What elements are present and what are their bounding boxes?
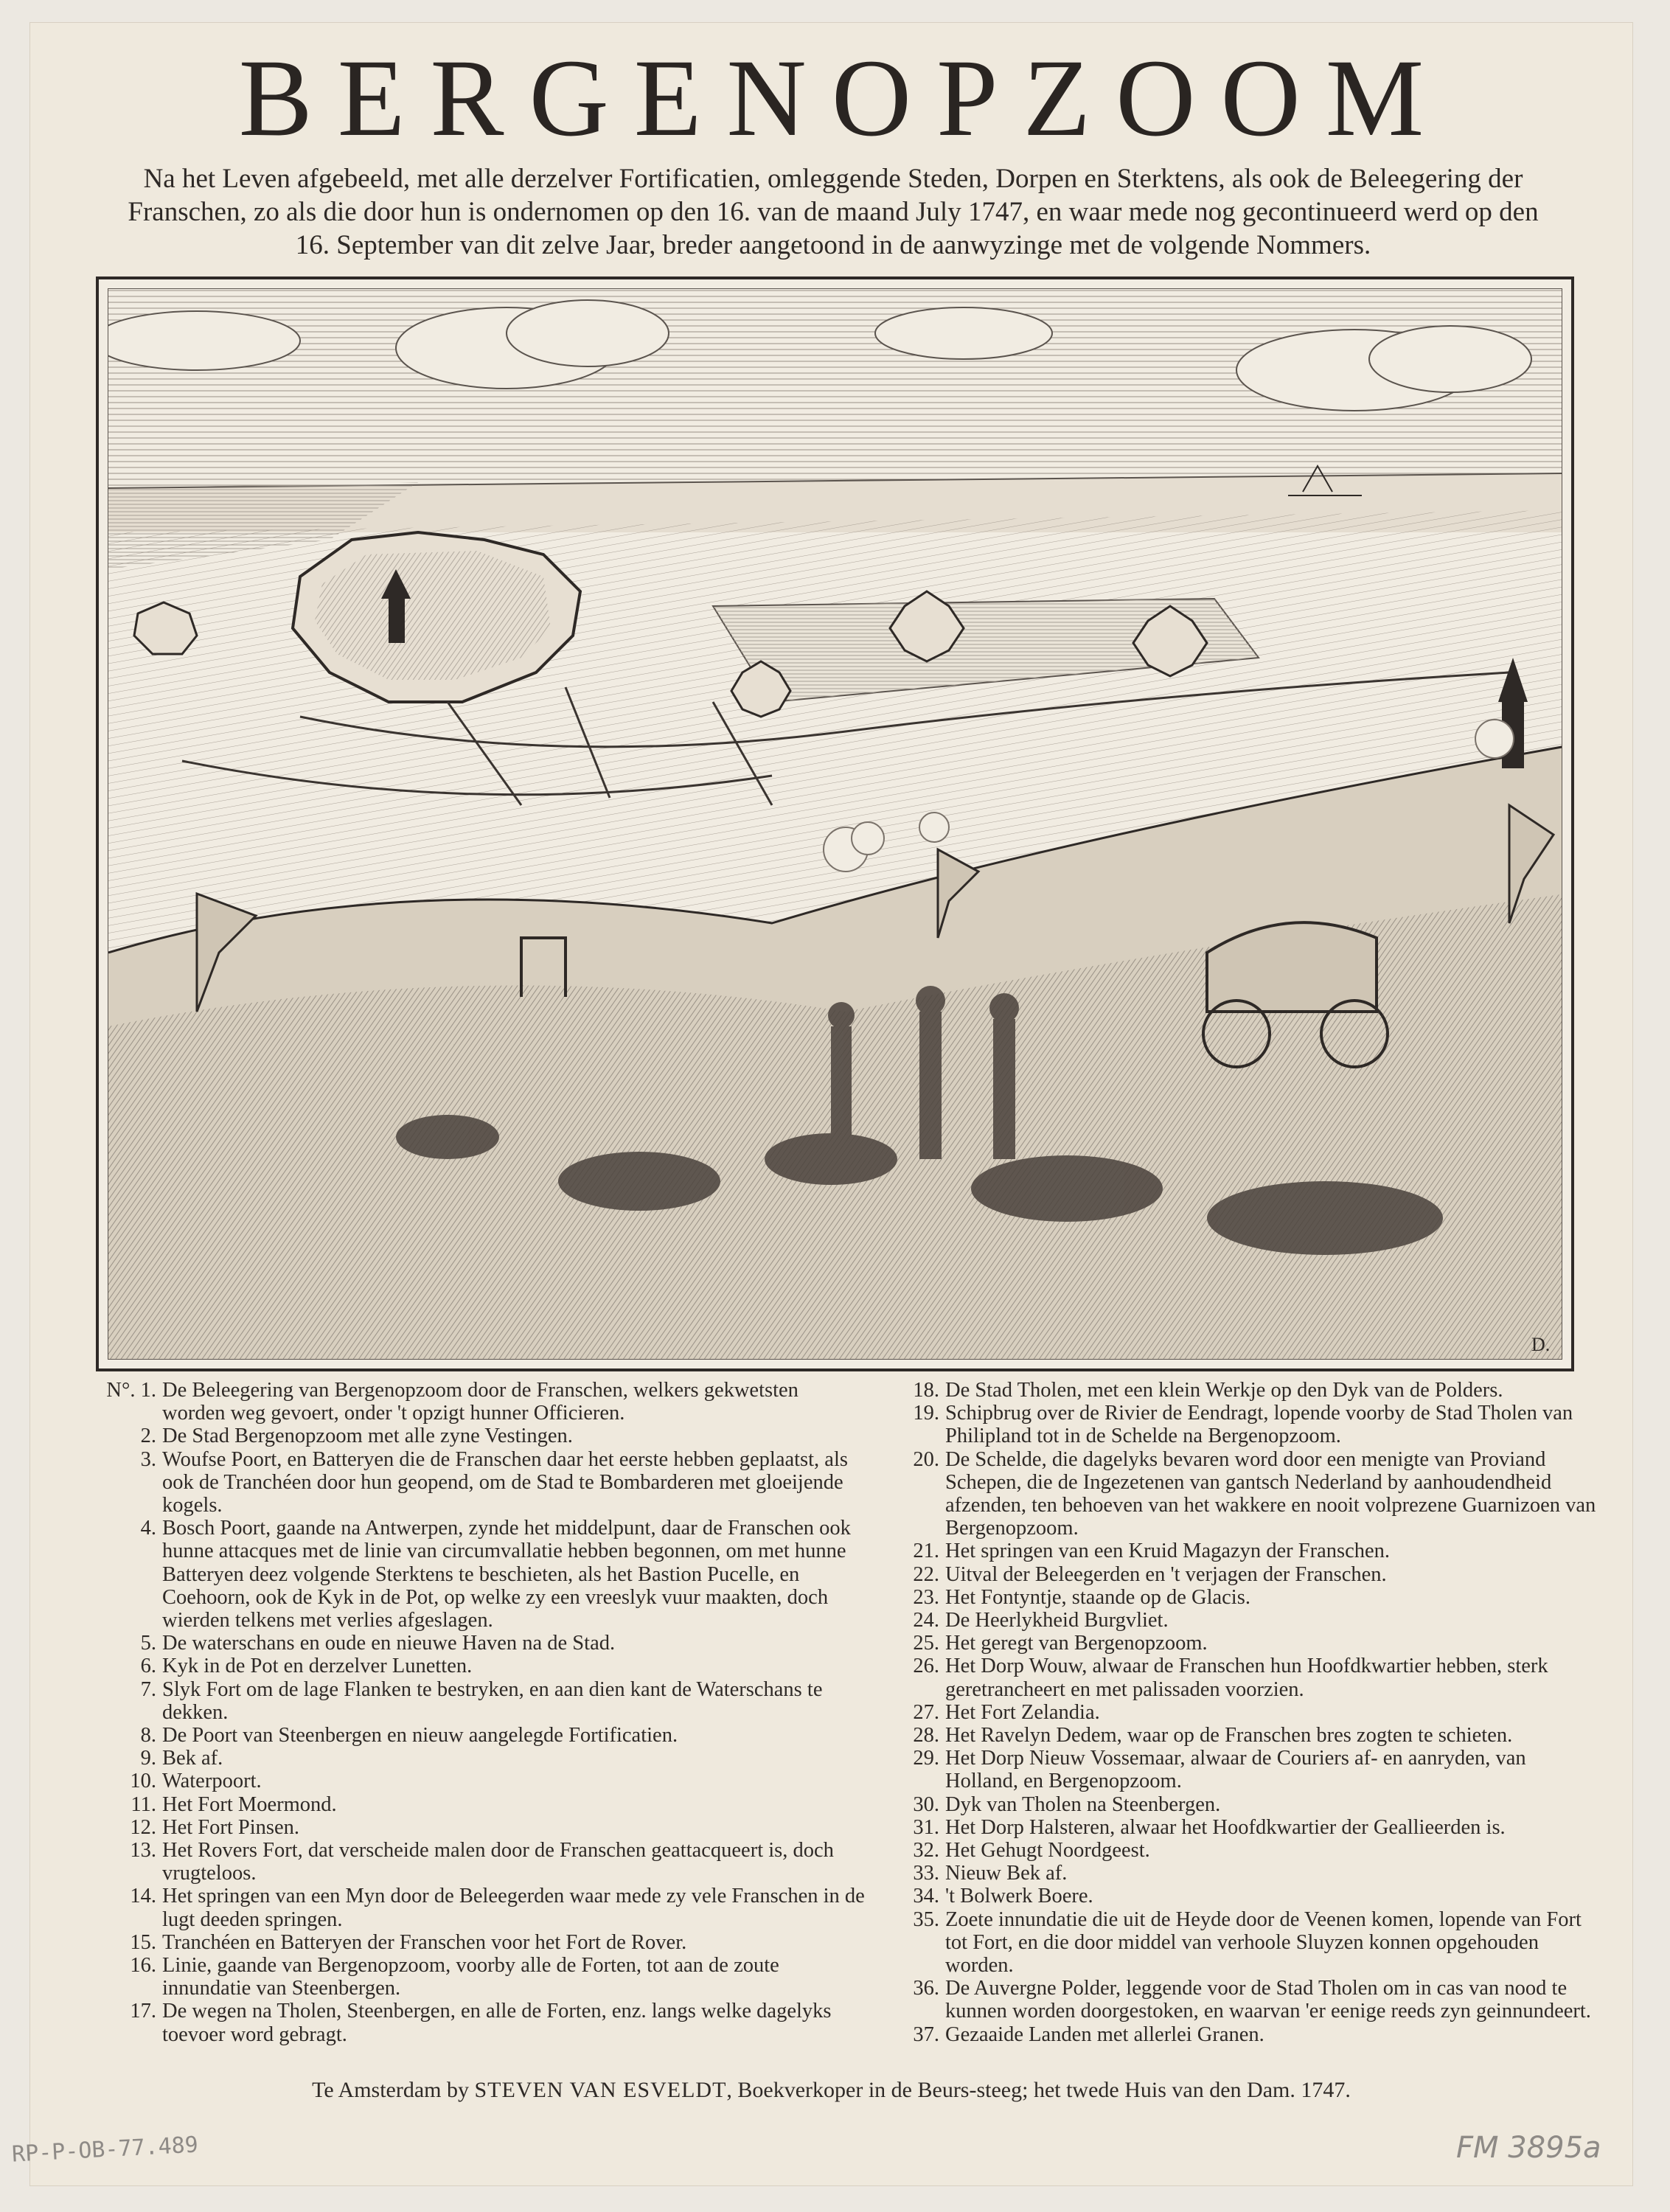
legend-item-number: 33. — [913, 1862, 939, 1885]
legend-item-number: N°. 1. — [106, 1379, 156, 1402]
legend-item-text: Kyk in de Pot en derzelver Lunetten. — [162, 1655, 473, 1678]
legend-item-text: Zoete innundatie die uit de Heyde door de Veenen komen, lopende van Fort tot Fort, en die door middel van verhoole Sluyzen konnen opgehouden worden. — [945, 1907, 1582, 1978]
legend-item — [877, 1563, 1600, 1586]
legend-item — [94, 1724, 865, 1747]
legend-item — [877, 1724, 1600, 1747]
legend-item-number: 20. — [913, 1447, 939, 1471]
legend-item-text: Schipbrug over de Rivier de Eendragt, lopende voorby de Stad Tholen van Philipland tot in de Schelde na Bergenopzoom. — [945, 1402, 1573, 1448]
legend-item-number: 10. — [130, 1770, 156, 1793]
svg-text:D.: D. — [1531, 1334, 1551, 1355]
legend-item-text: Uitval der Beleegerden en 't verjagen der Franschen. — [945, 1562, 1387, 1586]
legend-item-text: Nieuw Bek af. — [945, 1862, 1068, 1885]
legend-item-text: Het Gehugt Noordgeest. — [945, 1839, 1150, 1863]
legend-item — [94, 1425, 865, 1447]
legend-item-text: Het Ravelyn Dedem, waar op de Franschen bres zogten te schieten. — [945, 1724, 1513, 1747]
legend-item-number: 21. — [913, 1540, 939, 1563]
legend-item — [877, 1609, 1600, 1632]
legend-item — [94, 1517, 865, 1632]
legend-column-right — [877, 1379, 1600, 2046]
legend-item-number: 29. — [913, 1747, 939, 1770]
legend-item — [877, 1862, 1600, 1885]
inventory-number-right: FM 3895a — [1456, 2131, 1601, 2165]
page-title: BERGENOPZOOM — [238, 37, 1450, 159]
legend-item-number: 31. — [913, 1815, 939, 1839]
imprint-suffix: , Boekverkoper in de Beurs-steeg; het twede Huis van den Dam. 1747. — [726, 2078, 1351, 2102]
legend-item — [877, 1701, 1600, 1724]
legend-item-text: Het geregt van Bergenopzoom. — [945, 1632, 1208, 1655]
legend-item-text: Bek af. — [162, 1747, 223, 1770]
legend-item-text: Het Fontyntje, staande op de Glacis. — [945, 1585, 1250, 1609]
legend-item-text: 't Bolwerk Boere. — [945, 1885, 1093, 1908]
legend-item — [877, 1839, 1600, 1862]
legend-item-text: De Schelde, die dagelyks bevaren word door een menigte van Proviand Schepen, die de Ingezetenen van gantsch Nederland by aanhoudendheid afzenden, ten behoeven van het wakkere en nooit volprezene Guarnizoen van Bergenopzoom. — [945, 1447, 1596, 1540]
legend-item-number: 28. — [913, 1724, 939, 1747]
legend-item — [877, 1977, 1600, 2023]
legend-item — [94, 1448, 865, 1517]
page-subtitle: Na het Leven afgebeeld, met alle derzelver Fortificatien, omleggende Steden, Dorpen en Sterktens, als ook de Beleegering der Franschen, zo als die door hun is ondernomen op den 16. van de maand July 1747, en waar mede nog gecontinueerd werd op den 16. September van dit zelve Jaar, breder aangetoond in de aanwyzinge met de volgende Nommers. — [128, 164, 1539, 260]
legend-item-text: Linie, gaande van Bergenopzoom, voorby alle de Forten, tot aan de zoute innundatie van Steenbergen. — [162, 1954, 779, 2000]
legend-item-text: Gezaaide Landen met allerlei Granen. — [945, 2023, 1264, 2046]
legend-item — [94, 1655, 865, 1677]
imprint-prefix: Te Amsterdam by — [312, 2078, 475, 2102]
legend-item — [94, 1632, 865, 1655]
legend-item-number: 14. — [130, 1885, 156, 1908]
legend-item-number: 4. — [140, 1517, 156, 1540]
legend-item — [877, 1632, 1600, 1655]
inventory-number-left: RP-P-OB-77.489 — [11, 2132, 199, 2168]
legend-item-text: Het springen van een Myn door de Beleegerden waar mede zy vele Franschen in de lugt deeden springen. — [162, 1885, 865, 1931]
legend-item-number: 11. — [131, 1792, 156, 1816]
legend-item-number: 18. — [913, 1379, 939, 1402]
legend-item-text: Het Dorp Wouw, alwaar de Franschen hun Hoofdkwartier hebben, sterk geretrancheert en met palissaden voorzien. — [945, 1655, 1548, 1701]
legend-item-number: 7. — [140, 1677, 156, 1701]
legend-item-number: 2. — [140, 1425, 156, 1448]
legend-item — [94, 1954, 865, 2000]
legend-item-text: Het Fort Pinsen. — [162, 1815, 300, 1839]
legend-item — [877, 1908, 1600, 1978]
legend-item-number: 24. — [913, 1609, 939, 1632]
legend-item — [877, 1793, 1600, 1816]
legend-item-number: 19. — [913, 1402, 939, 1425]
legend-item — [94, 1931, 865, 1954]
legend-item — [877, 1816, 1600, 1839]
legend-item-text: Woufse Poort, en Batteryen die de Franschen daar het eerste hebben geplaatst, als ook de Tranchéen door hun geopend, om de Stad te Bombarderen met gloeijende kogels. — [162, 1447, 848, 1517]
legend-item-text: De Auvergne Polder, leggende voor de Stad Tholen om in cas van nood te kunnen worden doorgestoken, en waarvan 'er eenige reeds zyn geinnundeert. — [945, 1977, 1591, 2023]
legend-item-text: Het Fort Moermond. — [162, 1792, 337, 1816]
legend-item-text: Slyk Fort om de lage Flanken te bestryken, en aan dien kant de Waterschans te dekken. — [162, 1677, 823, 1724]
legend-item-number: 32. — [913, 1839, 939, 1863]
legend-item-text: Dyk van Tholen na Steenbergen. — [945, 1792, 1221, 1816]
legend-item-text: De waterschans en oude en nieuwe Haven na de Stad. — [162, 1632, 616, 1655]
legend-item — [94, 1839, 865, 1885]
legend-item-number: 26. — [913, 1655, 939, 1678]
legend-item-number: 36. — [913, 1977, 939, 2000]
legend-item — [877, 1540, 1600, 1562]
legend-item-text: Het Dorp Halsteren, alwaar het Hoofdkwartier der Geallieerden is. — [945, 1815, 1506, 1839]
legend-item — [94, 1793, 865, 1816]
legend-item-text: Bosch Poort, gaande na Antwerpen, zynde het middelpunt, daar de Franschen ook hunne attacques met de linie van circumvallatie hebben begonnen, om met hunne Batteryen deez volgende Sterktens te beschieten, als het Bastion Pucelle, en Coehoorn, ook de Kyk in de Pot, op welke zy een vreeslyk vuur maakten, doch wierden telkens met verlies afgeslagen. — [162, 1517, 851, 1632]
legend-item-number: 12. — [130, 1815, 156, 1839]
print-sheet — [29, 22, 1633, 2186]
legend-item-number: 35. — [913, 1907, 939, 1931]
legend-item-text: De Stad Bergenopzoom met alle zyne Vestingen. — [162, 1425, 573, 1448]
legend-item — [877, 1655, 1600, 1700]
legend-item — [94, 2000, 865, 2045]
legend-item — [877, 2023, 1600, 2046]
legend-item-number: 5. — [140, 1632, 156, 1655]
legend-item — [94, 1379, 865, 1425]
legend-item — [94, 1816, 865, 1839]
legend-item-text: De Beleegering van Bergenopzoom door de Franschen, welkers gekwetsten worden weg gevoert, onder 't opzigt hunner Officieren. — [162, 1379, 799, 1425]
legend-item-text: De Heerlykheid Burgvliet. — [945, 1609, 1169, 1632]
legend-item-number: 17. — [130, 2000, 156, 2023]
legend-item-text: Het springen van een Kruid Magazyn der Franschen. — [945, 1540, 1391, 1563]
legend-item-text: De wegen na Tholen, Steenbergen, en alle de Forten, enz. langs welke dagelyks toevoer word gebragt. — [162, 2000, 832, 2046]
engraved-plate — [96, 276, 1574, 1371]
legend-item-number: 9. — [140, 1747, 156, 1770]
legend-item — [877, 1402, 1600, 1447]
legend-item-number: 22. — [913, 1562, 939, 1586]
legend-item — [877, 1379, 1600, 1402]
legend-item-number: 37. — [913, 2023, 939, 2046]
legend-item-number: 25. — [913, 1632, 939, 1655]
publisher-imprint — [29, 2078, 1633, 2103]
legend-item-text: De Stad Tholen, met een klein Werkje op den Dyk van de Polders. — [945, 1379, 1503, 1402]
legend-item-text: De Poort van Steenbergen en nieuw aangelegde Fortificatien. — [162, 1724, 678, 1747]
legend-item-number: 6. — [140, 1655, 156, 1678]
imprint-publisher: STEVEN VAN ESVELDT — [474, 2078, 727, 2102]
legend-item-number: 8. — [140, 1724, 156, 1747]
legend-item-number: 3. — [140, 1447, 156, 1471]
legend-item-text: Waterpoort. — [162, 1770, 262, 1793]
legend-item-text: Het Rovers Fort, dat verscheide malen door de Franschen geattacqueert is, doch vrugteloos. — [162, 1839, 834, 1885]
legend-item-number: 16. — [130, 1954, 156, 1978]
legend-item — [94, 1747, 865, 1770]
legend-item-number: 15. — [130, 1930, 156, 1954]
legend-column-left — [94, 1379, 865, 2046]
legend-item — [94, 1770, 865, 1792]
legend-item — [877, 1448, 1600, 1540]
legend-item-number: 13. — [130, 1839, 156, 1863]
legend-item-text: Tranchéen en Batteryen der Franschen voor het Fort de Rover. — [162, 1930, 687, 1954]
legend-item-text: Het Fort Zelandia. — [945, 1700, 1100, 1724]
legend-item — [877, 1885, 1600, 1907]
legend-item — [94, 1678, 865, 1724]
legend-item — [877, 1747, 1600, 1792]
legend-item-text: Het Dorp Nieuw Vossemaar, alwaar de Couriers af- en aanryden, van Holland, en Bergenopzoom. — [945, 1747, 1526, 1793]
plate-image-area — [108, 288, 1562, 1360]
legend-item — [877, 1586, 1600, 1609]
siege-engraving — [108, 289, 1562, 1360]
legend-item-number: 34. — [913, 1885, 939, 1908]
legend-item-number: 23. — [913, 1585, 939, 1609]
legend-item-number: 30. — [913, 1792, 939, 1816]
legend-item-number: 27. — [913, 1700, 939, 1724]
legend-item — [94, 1885, 865, 1930]
